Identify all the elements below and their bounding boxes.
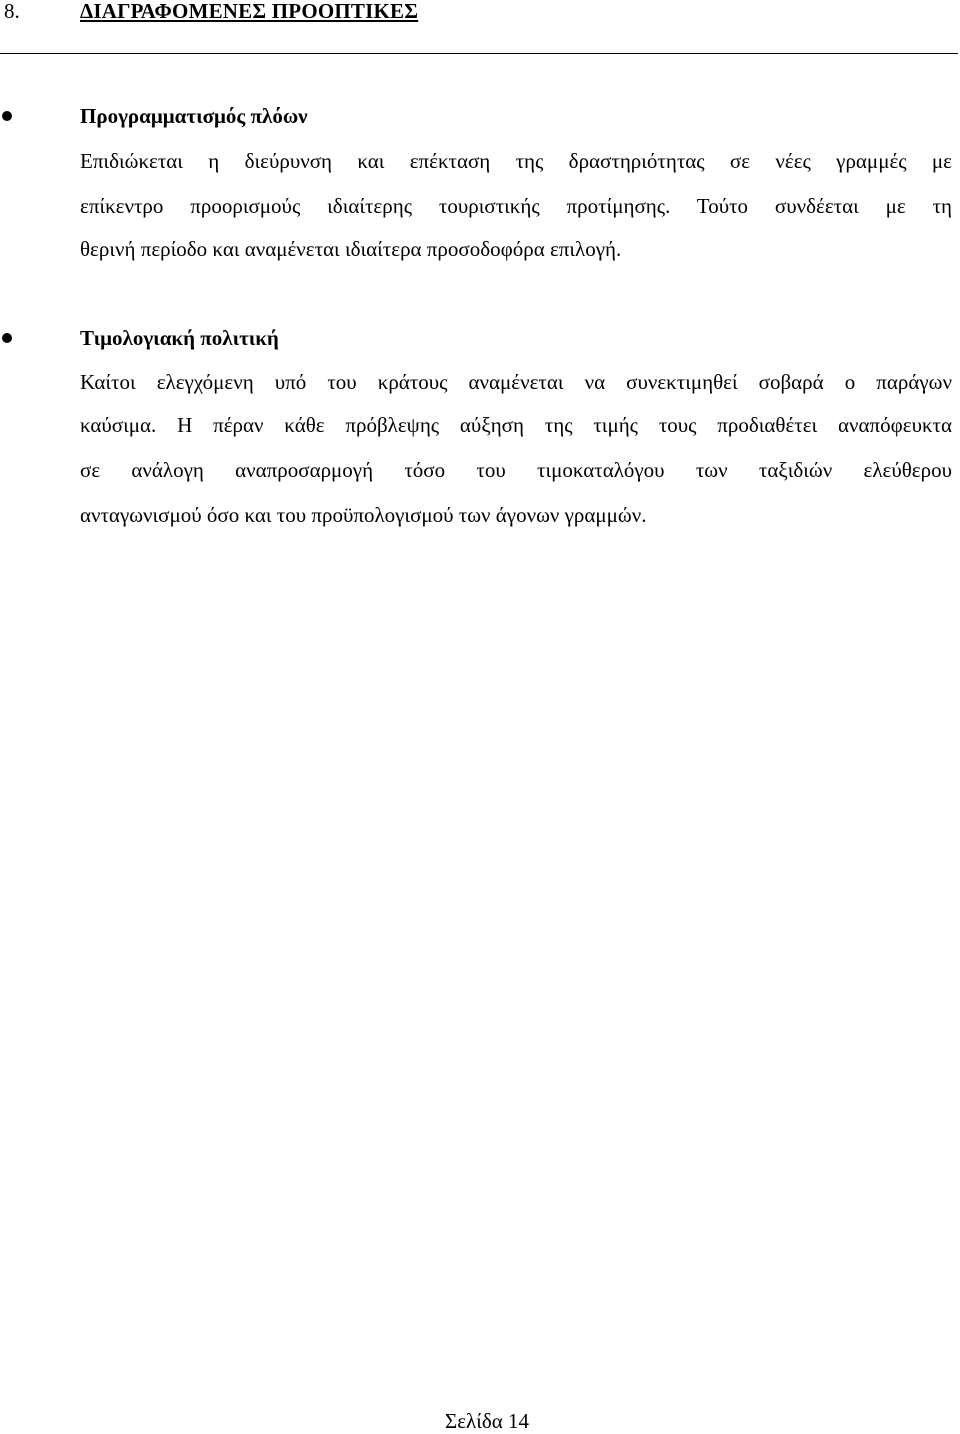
page-number: Σελίδα 14 <box>444 1409 530 1433</box>
bullet-icon <box>2 111 12 121</box>
paragraph-line: σε ανάλογη αναπροσαρμογή τόσο του τιμοκαταλόγου των ταξιδιών ελεύθερου <box>80 458 952 482</box>
bullet-icon <box>2 333 12 343</box>
paragraph-line: Καίτοι ελεγχόμενη υπό του κράτους αναμένεται να συνεκτιμηθεί σοβαρά ο παράγων <box>80 370 952 394</box>
chapter-title: ΔΙΑΓΡΑΦΟΜΕΝΕΣ ΠΡΟΟΠΤΙΚΕΣ <box>80 0 419 23</box>
chapter-number: 8. <box>4 0 20 23</box>
paragraph-line: επίκεντρο προορισμούς ιδιαίτερης τουριστικής προτίμησης. Τούτο συνδέεται με τη <box>80 194 952 218</box>
paragraph-line: καύσιμα. Η πέραν κάθε πρόβλεψης αύξηση της τιμής τους προδιαθέτει αναπόφευκτα <box>80 413 952 437</box>
paragraph-line: Επιδιώκεται η διεύρυνση και επέκταση της δραστηριότητας σε νέες γραμμές με <box>80 149 952 173</box>
section-title: Προγραμματισμός πλόων <box>80 104 308 128</box>
section-title: Τιμολογιακή πολιτική <box>80 326 279 350</box>
chapter-heading <box>0 0 960 26</box>
paragraph-line: ανταγωνισμού όσο και του προϋπολογισμού των άγονων γραμμών. <box>80 503 647 527</box>
heading-divider <box>0 53 958 54</box>
paragraph-line: θερινή περίοδο και αναμένεται ιδιαίτερα προσοδοφόρα επιλογή. <box>80 237 622 261</box>
